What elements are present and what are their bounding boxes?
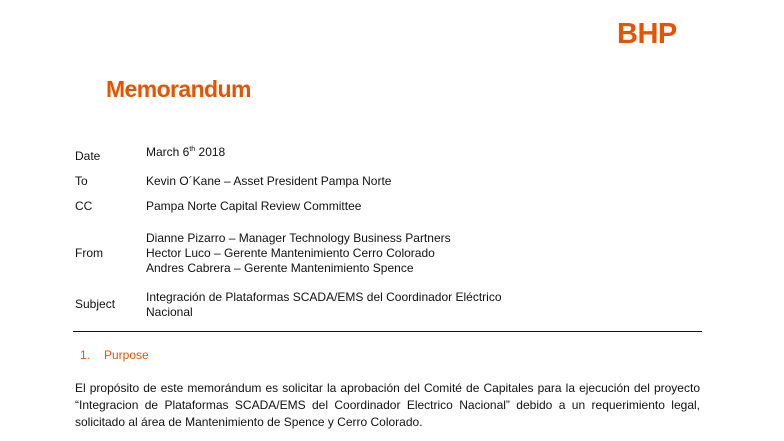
header-divider: [73, 331, 702, 332]
date-value-main: March 6: [146, 145, 190, 159]
section-title: Purpose: [104, 348, 149, 362]
to-value: Kevin O´Kane – Asset President Pampa Norte: [146, 174, 392, 188]
date-label: Date: [75, 149, 101, 163]
from-line-3: Andres Cabrera – Gerente Mantenimiento Spence: [146, 261, 414, 275]
subject-line-1: Integración de Plataformas SCADA/EMS del Coordinador Eléctrico: [146, 290, 502, 304]
date-value: [146, 145, 225, 160]
cc-value: Pampa Norte Capital Review Committee: [146, 199, 362, 213]
purpose-paragraph: El propósito de este memorándum es solicitar la aprobación del Comité de Capitales para la ejecución del proyecto “Integracion de Plataformas SCADA/EMS del Coordinador Electrico Nacional” debido a un requerimiento legal, solicitado al área de Mantenimiento de Spence y Cerro Colorado.: [75, 381, 700, 429]
section-heading-purpose: [80, 348, 149, 363]
cc-label: CC: [75, 199, 93, 213]
memo-title: Memorandum: [106, 76, 251, 102]
from-label: From: [75, 246, 103, 260]
date-value-ordinal: th: [189, 146, 196, 153]
subject-line-2: Nacional: [146, 305, 193, 319]
date-value-year: 2018: [195, 145, 226, 159]
from-line-1: Dianne Pizarro – Manager Technology Business Partners: [146, 231, 451, 245]
bhp-logo: BHP: [617, 18, 677, 50]
to-label: To: [75, 174, 88, 188]
section-number: 1.: [80, 348, 91, 362]
subject-label: Subject: [75, 297, 116, 311]
from-line-2: Hector Luco – Gerente Mantenimiento Cerro Colorado: [146, 246, 435, 260]
